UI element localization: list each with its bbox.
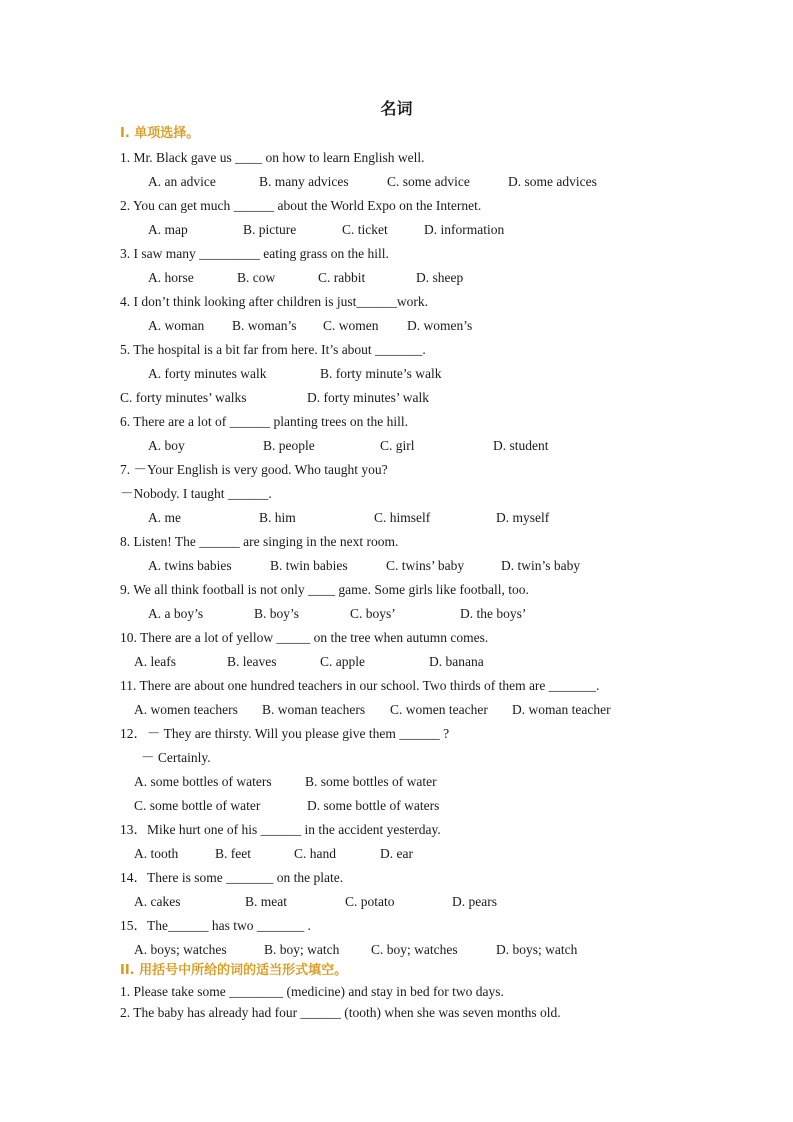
question-11-option-a: A. women teachers [134,702,238,717]
question-12-option-a: A. some bottles of waters [134,774,272,789]
question-12-option-c: C. some bottle of water [134,798,261,813]
question-11-option-b: B. woman teachers [262,702,366,717]
question-2-option-c: C. ticket [342,222,388,237]
question-12-option-d: D. some bottle of waters [307,798,440,813]
question-11-option-d: D. woman teacher [512,702,611,717]
question-1-option-a: A. an advice [148,174,216,189]
question-8-option-c: C. twins’ baby [386,558,465,573]
page-title: 名词 [380,99,413,118]
question-13-option-c: C. hand [294,846,336,861]
question-14-stem: 14．There is some _______ on the plate. [120,870,344,885]
question-7-option-b: B. him [259,510,296,525]
question-3-stem: 3. I saw many _________ eating grass on the hill. [120,246,389,261]
question-9-option-d: D. the boys’ [460,606,527,621]
question-6-option-a: A. boy [148,438,185,453]
question-7-stem-line-2: －Nobody. I taught ______. [120,486,272,501]
question-7-option-a: A. me [148,510,181,525]
question-4-option-b: B. woman’s [232,318,297,333]
question-15-option-b: B. boy; watch [264,942,340,957]
question-2-stem: 2. You can get much ______ about the World Expo on the Internet. [120,198,482,213]
question-1-option-c: C. some advice [387,174,470,189]
question-13-stem: 13．Mike hurt one of his ______ in the accident yesterday. [120,822,441,837]
question-3-option-d: D. sheep [416,270,464,285]
question-2-option-b: B. picture [243,222,297,237]
question-11-option-c: C. women teacher [390,702,488,717]
question-3-option-c: C. rabbit [318,270,366,285]
question-13-option-a: A. tooth [134,846,179,861]
question-4-stem: 4. I don’t think looking after children is just______work. [120,294,428,309]
question-13-option-d: D. ear [380,846,413,861]
question-14-option-a: A. cakes [134,894,181,909]
question-10-option-b: B. leaves [227,654,277,669]
question-5-option-a: A. forty minutes walk [148,366,267,381]
question-14-option-b: B. meat [245,894,287,909]
question-14-option-c: C. potato [345,894,395,909]
question-7-option-c: C. himself [374,510,431,525]
section-1-heading: I. 单项选择。 [120,126,200,141]
question-8-option-a: A. twins babies [148,558,232,573]
question-6-option-c: C. girl [380,438,415,453]
question-12-stem-line-2: － Certainly. [141,750,211,765]
question-6-option-d: D. student [493,438,549,453]
question-5-option-d: D. forty minutes’ walk [307,390,429,405]
question-9-option-a: A. a boy’s [148,606,204,621]
fill-in-2: 2. The baby has already had four ______ (tooth) when she was seven months old. [120,1005,561,1020]
question-8-stem: 8. Listen! The ______ are singing in the next room. [120,534,399,549]
question-11-stem: 11. There are about one hundred teachers in our school. Two thirds of them are _______. [120,678,600,693]
question-3-option-a: A. horse [148,270,194,285]
question-9-option-b: B. boy’s [254,606,300,621]
question-6-stem: 6. There are a lot of ______ planting trees on the hill. [120,414,409,429]
question-4-option-a: A. woman [148,318,205,333]
question-4-option-d: D. women’s [407,318,473,333]
question-9-option-c: C. boys’ [350,606,396,621]
question-14-option-d: D. pears [452,894,497,909]
question-8-option-d: D. twin’s baby [501,558,581,573]
question-7-option-d: D. myself [496,510,550,525]
question-12-option-b: B. some bottles of water [305,774,437,789]
question-5-option-b: B. forty minute’s walk [320,366,442,381]
question-12-stem: 12．－ They are thirsty. Will you please give them ______ ? [120,726,450,741]
question-13-option-b: B. feet [215,846,251,861]
question-3-option-b: B. cow [237,270,276,285]
question-8-option-b: B. twin babies [270,558,348,573]
question-5-option-c: C. forty minutes’ walks [120,390,247,405]
question-6-option-b: B. people [263,438,315,453]
question-15-option-c: C. boy; watches [371,942,458,957]
question-9-stem: 9. We all think football is not only ____ game. Some girls like football, too. [120,582,529,597]
question-1-option-b: B. many advices [259,174,349,189]
question-10-stem: 10. There are a lot of yellow _____ on the tree when autumn comes. [120,630,489,645]
section-2-heading: II. 用括号中所给的词的适当形式填空。 [120,963,348,978]
question-10-option-c: C. apple [320,654,365,669]
question-15-option-d: D. boys; watch [496,942,578,957]
question-2-option-a: A. map [148,222,188,237]
question-7-stem: 7. －Your English is very good. Who taught you? [120,462,388,477]
fill-in-1: 1. Please take some ________ (medicine) and stay in bed for two days. [120,984,504,999]
question-15-option-a: A. boys; watches [134,942,227,957]
question-1-option-d: D. some advices [508,174,597,189]
question-10-option-d: D. banana [429,654,484,669]
question-4-option-c: C. women [323,318,379,333]
question-2-option-d: D. information [424,222,505,237]
question-10-option-a: A. leafs [134,654,176,669]
question-1-stem: 1. Mr. Black gave us ____ on how to learn English well. [120,150,425,165]
question-15-stem: 15．The______ has two _______ . [120,918,311,933]
question-5-stem: 5. The hospital is a bit far from here. It’s about _______. [120,342,426,357]
